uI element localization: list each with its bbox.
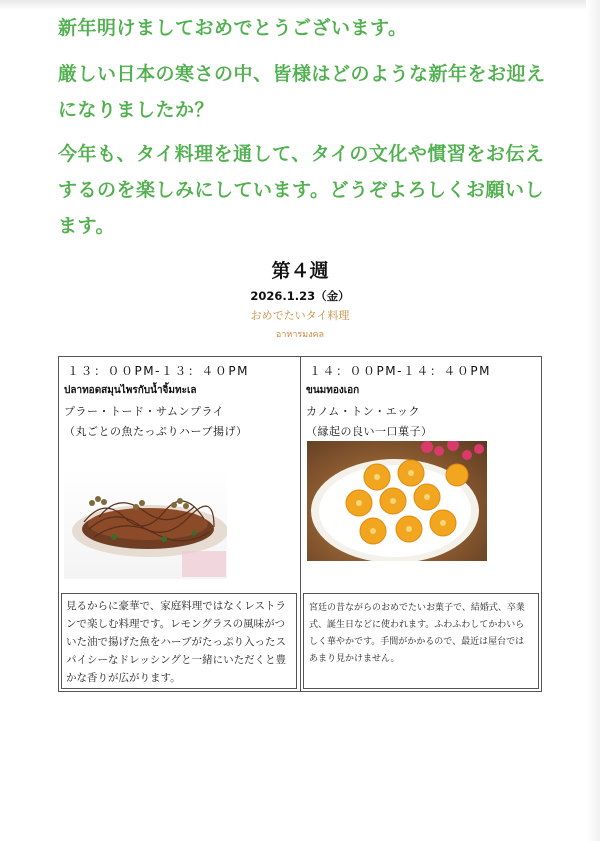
menu-table	[58, 356, 542, 692]
dish-detail: 宮廷の昔ながらのおめでたいお菓子で、結婚式、卒業式、誕生日などに使われます。ふわふわしてかわいらしく華やかです。手間がかかるので、最近は屋台ではあまり見かけません。	[303, 593, 539, 689]
dish-kana-name: カノム・トン・エック	[306, 405, 421, 418]
top-shadow	[0, 0, 600, 10]
dish-thai-name: ปลาทอดสมุนไพรกับน้ำจิ้มทะเล	[64, 385, 197, 396]
menu-cell-fish	[59, 357, 299, 691]
greeting-this-year: 今年も、タイ料理を通して、タイの文化や慣習をお伝えするのを楽しみにしています。どうぞよろしくお願いします。	[58, 143, 545, 237]
dish-thai-name: ขนมทองเอก	[306, 385, 360, 396]
session-time: １３：００PM-１３：４０PM	[67, 364, 250, 378]
session-time: １４：００PM-１４：４０PM	[309, 364, 492, 378]
dish-subtitle: （丸ごとの魚たっぷりハーブ揚げ）	[64, 425, 248, 438]
golden-sweets-photo	[307, 441, 487, 561]
dish-kana-name: プラー・トード・サムンプライ	[64, 405, 225, 418]
dish-subtitle: （縁起の良い一口菓子）	[306, 425, 433, 438]
greeting-winter: 厳しい日本の寒さの中、皆様はどのような新年をお迎えになりましたか？	[58, 63, 546, 121]
menu-cell-sweets	[301, 357, 541, 691]
fried-fish-photo	[64, 467, 227, 579]
event-date: 2026.1.23（金）	[250, 289, 350, 303]
dish-detail: 見るからに豪華で、家庭料理ではなくレストランで楽しむ料理です。レモングラスの風味がついた油で揚げた魚をハーブがたっぷり入ったスパイシーなドレッシングと一緒にいただくと豊かな香りが広がります。	[61, 593, 297, 689]
theme-thai: อาหารมงคล	[275, 330, 325, 340]
week-title: 第４週	[271, 260, 329, 282]
page-edge	[586, 0, 600, 841]
theme-japanese: おめでたいタイ料理	[250, 309, 350, 322]
greeting-new-year: 新年明けましておめでとうございます。	[58, 17, 408, 39]
